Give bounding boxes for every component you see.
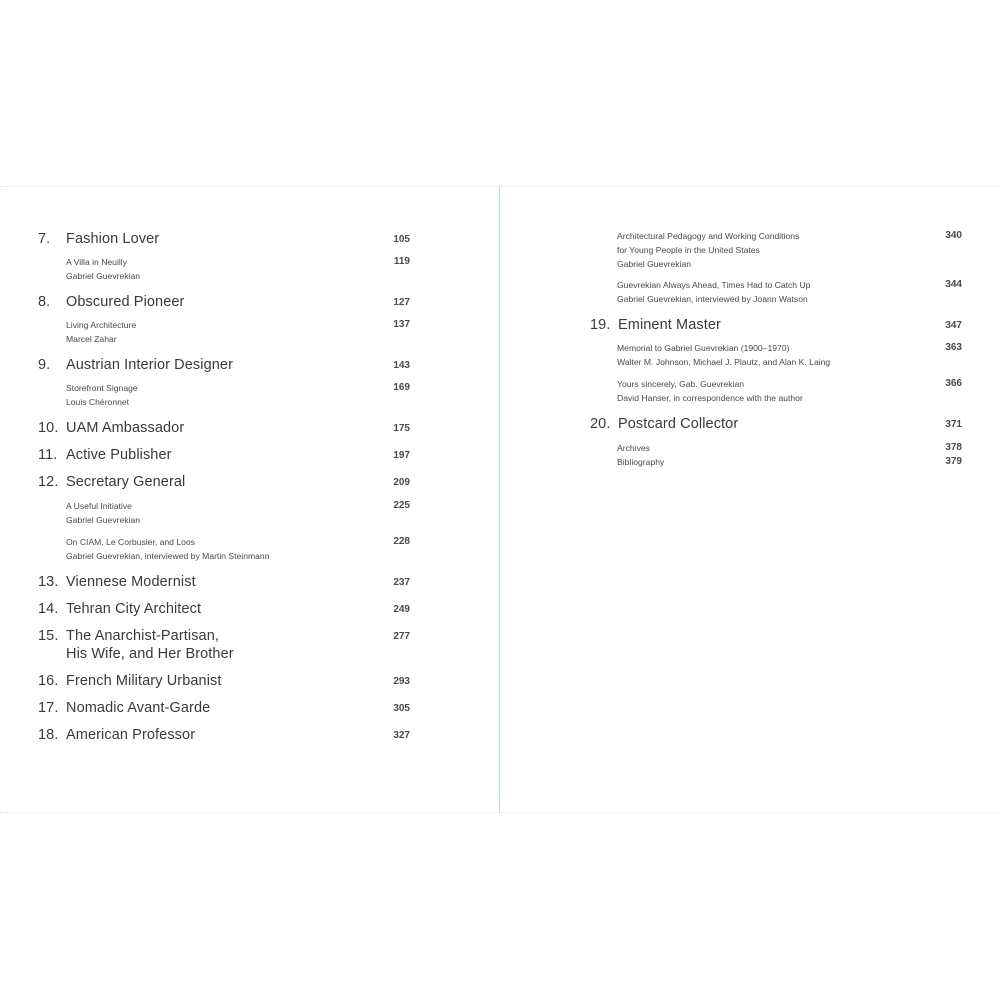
section-author: David Hanser, in correspondence with the author xyxy=(617,393,803,403)
section-entry xyxy=(617,278,810,306)
chapter-page: 293 xyxy=(393,676,410,687)
chapter-title: Tehran City Architect xyxy=(66,601,202,617)
section-page: 344 xyxy=(945,279,962,290)
chapter-number: 11. xyxy=(38,447,58,463)
section-title: On CIAM, Le Corbusier, and Loos xyxy=(66,537,195,547)
chapter-title xyxy=(66,627,234,663)
section-title: for Young People in the United States xyxy=(617,245,760,255)
section-entry xyxy=(66,255,140,283)
section-author: Gabriel Guevrekian xyxy=(66,271,141,281)
section-title: A Villa in Neuilly xyxy=(66,257,127,267)
section-author: Louis Chéronnet xyxy=(66,397,130,407)
chapter-title: Secretary General xyxy=(66,474,186,490)
right-page xyxy=(500,187,1000,812)
chapter-title: Viennese Modernist xyxy=(66,574,196,590)
chapter-number: 20. xyxy=(590,416,611,432)
chapter-page: 105 xyxy=(393,234,410,245)
chapter-page: 347 xyxy=(945,320,962,331)
section-title: Guevrekian Always Ahead, Times Had to Catch Up xyxy=(617,280,811,290)
section-page: 169 xyxy=(393,382,410,393)
section-page: 340 xyxy=(945,230,962,241)
chapter-page: 305 xyxy=(393,703,410,714)
book-spread xyxy=(0,186,1000,813)
chapter-page: 143 xyxy=(393,360,410,371)
chapter-title-line: The Anarchist-Partisan, xyxy=(66,628,220,644)
section-page: 225 xyxy=(393,500,410,511)
section-page: 119 xyxy=(393,256,410,267)
section-title: Archives xyxy=(617,443,650,453)
chapter-title: Obscured Pioneer xyxy=(66,294,185,310)
section-page: 363 xyxy=(945,342,962,353)
section-author: Gabriel Guevrekian, interviewed by Joann Watson xyxy=(617,294,808,304)
section-title: Living Architecture xyxy=(66,320,137,330)
section-title: Yours sincerely, Gab. Guevrekian xyxy=(617,379,745,389)
chapter-page: 327 xyxy=(393,730,410,741)
chapter-number: 10. xyxy=(38,420,59,436)
chapter-number: 13. xyxy=(38,574,59,590)
left-page xyxy=(0,187,499,812)
section-title: Bibliography xyxy=(617,457,665,467)
section-page: 228 xyxy=(393,536,410,547)
section-author: Walter M. Johnson, Michael J. Plautz, and Alan K. Laing xyxy=(617,357,831,367)
section-entry xyxy=(66,535,269,563)
section-page: 366 xyxy=(945,378,962,389)
section-entry xyxy=(66,499,140,527)
chapter-number: 14. xyxy=(38,601,59,617)
chapter-number: 17. xyxy=(38,700,59,716)
chapter-number: 8. xyxy=(38,294,51,310)
chapter-title: Austrian Interior Designer xyxy=(66,357,234,373)
chapter-page: 175 xyxy=(393,423,410,434)
chapter-number: 15. xyxy=(38,628,59,644)
section-author: Marcel Zahar xyxy=(66,334,117,344)
chapter-number: 18. xyxy=(38,727,59,743)
chapter-page: 127 xyxy=(393,297,410,308)
section-entry xyxy=(66,381,138,409)
chapter-title: Postcard Collector xyxy=(618,416,739,432)
section-page: 137 xyxy=(393,319,410,330)
section-author: Gabriel Guevrekian, interviewed by Martin Steinmann xyxy=(66,551,270,561)
section-entry xyxy=(617,377,803,405)
chapter-title: Eminent Master xyxy=(618,317,721,333)
chapter-title: Fashion Lover xyxy=(66,231,160,247)
chapter-number: 19. xyxy=(590,317,611,333)
section-title: Storefront Signage xyxy=(66,383,138,393)
section-title: Architectural Pedagogy and Working Conditions xyxy=(617,231,800,241)
chapter-title: Active Publisher xyxy=(66,447,172,463)
section-title: Memorial to Gabriel Guevrekian (1900–1970) xyxy=(617,343,790,353)
chapter-page: 249 xyxy=(393,604,410,615)
chapter-page: 237 xyxy=(393,577,410,588)
chapter-number: 9. xyxy=(38,357,51,373)
chapter-page: 209 xyxy=(393,477,410,488)
chapter-page: 277 xyxy=(393,631,410,642)
section-entry xyxy=(617,441,650,455)
section-page: 379 xyxy=(945,456,962,467)
section-author: Gabriel Guevrekian xyxy=(66,515,141,525)
chapter-title: American Professor xyxy=(66,727,196,743)
chapter-title-line: His Wife, and Her Brother xyxy=(66,646,234,662)
chapter-page: 197 xyxy=(393,450,410,461)
section-entry xyxy=(617,341,830,369)
page-gutter xyxy=(499,186,500,813)
chapter-number: 16. xyxy=(38,673,59,689)
section-title: A Useful Initiative xyxy=(66,501,132,511)
chapter-title: French Military Urbanist xyxy=(66,673,222,689)
section-entry xyxy=(66,318,136,346)
chapter-title: UAM Ambassador xyxy=(66,420,185,436)
section-page: 378 xyxy=(945,442,962,453)
section-entry xyxy=(617,455,664,469)
chapter-number: 12. xyxy=(38,474,59,490)
section-entry xyxy=(617,229,799,271)
chapter-title: Nomadic Avant-Garde xyxy=(66,700,211,716)
chapter-page: 371 xyxy=(945,419,962,430)
section-author: Gabriel Guevrekian xyxy=(617,259,692,269)
chapter-number: 7. xyxy=(38,231,51,247)
